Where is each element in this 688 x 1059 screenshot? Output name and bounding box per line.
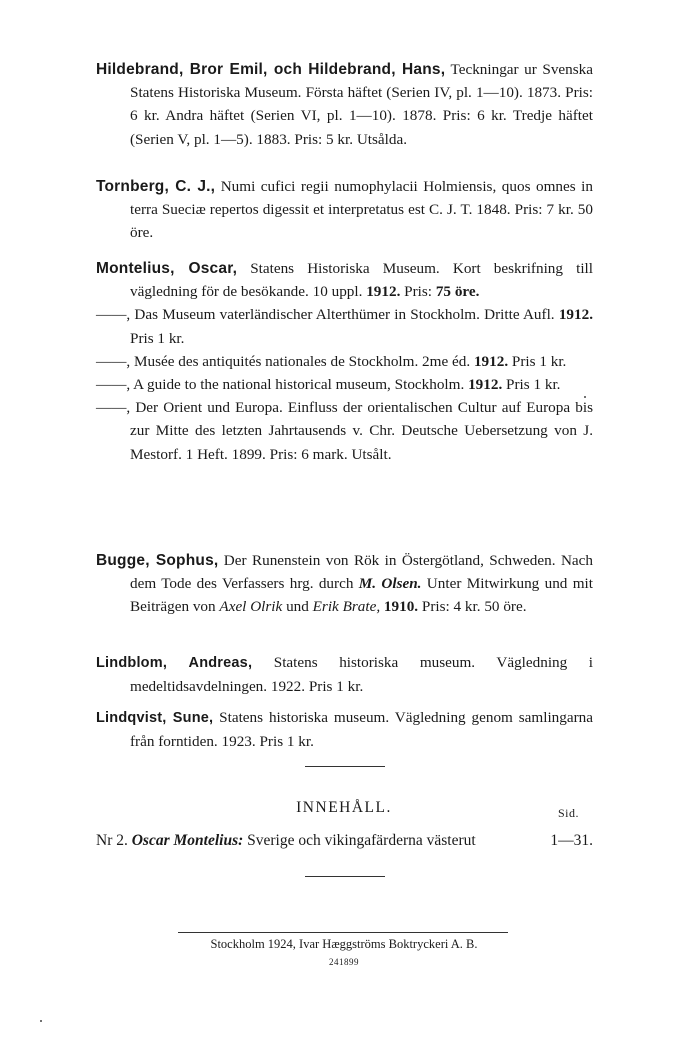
entry-text: Der Runenstein von Rök in Östergötland, Schweden. Nach dem Tode des Verfassers hrg. durch (130, 552, 593, 593)
entry-text: Statens historiska museum. Vägledning i medeltidsavdelningen. 1922. Pris 1 kr. (130, 654, 594, 696)
entry-author: Lindblom, Andreas, (96, 655, 253, 671)
separator-rule (305, 876, 385, 877)
sub-entry (96, 303, 593, 349)
toc-item (96, 829, 593, 852)
entry-text: Numi cufici regii numophylacii Holmiensis, quos omnes in terra Sueciæ repertos digessit et interpretatus est C. J. T. 1848. Pris: 7 kr. 50 öre. (130, 178, 593, 242)
dash: ——, (96, 399, 131, 417)
toc-item-title: Sverige och vikingafärderna västerut (243, 832, 476, 849)
entry-bugge (96, 549, 593, 619)
imprint: Stockholm 1924, Ivar Hæggströms Boktryckeri A. B. (210, 937, 478, 951)
entry-year: 1912. (558, 306, 593, 324)
entry-text: Musée des antiquités nationales de Stockholm. 2me éd. (130, 352, 474, 370)
entry-contributor: Axel Olrik (219, 598, 283, 616)
entry-montelius (96, 257, 593, 466)
entry-text: Teckningar ur Svenska Statens Historiska Museum. Första häftet (Serien IV, pl. 1—10). 1873. Pris: 6 kr. Andra häftet (Serien VI, pl. 1—10). 1878. Pris: 6 kr. Tredje häftet (Serien V, pl. 1—5). 1883. Pris: 5 kr. Utsålda. (130, 61, 593, 148)
entry-text: Pris: (400, 283, 436, 301)
entry-year: 1910. (380, 598, 419, 616)
footer-rule (178, 932, 508, 933)
entry-text: Statens Historiska Museum. Kort beskrifning till vägledning för de besökande. 10 uppl. (130, 260, 593, 301)
entry-text: und (282, 598, 313, 616)
entry-author: Tornberg, C. J., (96, 178, 216, 195)
toc-page-label: Sid. (558, 806, 580, 820)
toc-item-author: Oscar Montelius: (131, 832, 244, 849)
entry-text: Unter Mitwirkung und mit Beiträgen von (130, 575, 593, 616)
dash: ——, (96, 352, 131, 370)
entry-hildebrand (96, 58, 593, 151)
entry-year: 1912. (468, 376, 503, 394)
entry-text: Pris 1 kr. (130, 329, 185, 347)
entry-text: A guide to the national historical museum, Stockholm. (130, 376, 469, 394)
entry-text: Der Orient und Europa. Einfluss der orientalischen Cultur auf Europa bis zur Mitte des letzten Jahrtausends v. Chr. Deutsche Uebersetzung von J. Mestorf. 1 Heft. 1899. Pris: 6 mark. Utsålt. (130, 399, 593, 463)
entry-text: Das Museum vaterländischer Alterthümer in Stockholm. Dritte Aufl. (130, 306, 559, 324)
entry-tornberg (96, 175, 593, 245)
entry-year: 1912. (366, 283, 401, 301)
toc-item-title-wrap (96, 829, 476, 852)
entry-lindblom (96, 651, 593, 698)
entry-author: Montelius, Oscar, (96, 260, 238, 277)
separator-rule (305, 766, 385, 767)
toc-item-prefix: Nr 2. (96, 832, 132, 849)
print-speck (40, 1020, 42, 1022)
entry-contributor: Erik Brate, (312, 598, 381, 616)
toc-heading: INNEHÅLL. (296, 799, 392, 816)
entry-author: Lindqvist, Sune, (96, 710, 214, 726)
entry-editor: M. Olsen. (358, 575, 422, 593)
entry-price: 75 öre. (435, 283, 480, 301)
sub-entry (96, 350, 593, 373)
entry-text: Statens historiska museum. Vägledning genom samlingarna från forntiden. 1923. Pris 1 kr. (130, 709, 593, 751)
toc-item-pages: 1—31. (550, 832, 593, 849)
dash: ——, (96, 376, 131, 394)
sub-entry (96, 373, 593, 396)
dash: ——, (96, 306, 131, 324)
print-number: 241899 (329, 957, 359, 967)
entry-text: Pris 1 kr. (508, 352, 567, 370)
entry-author: Bugge, Sophus, (96, 552, 219, 569)
sub-entry (96, 396, 593, 466)
entry-lindqvist (96, 706, 593, 753)
entry-text: Pris: 4 kr. 50 öre. (418, 598, 527, 616)
entry-year: 1912. (473, 352, 509, 370)
print-speck (584, 396, 586, 398)
entry-author: Hildebrand, Bror Emil, och Hildebrand, Hans, (96, 61, 446, 78)
entry-text: Pris 1 kr. (502, 376, 561, 394)
